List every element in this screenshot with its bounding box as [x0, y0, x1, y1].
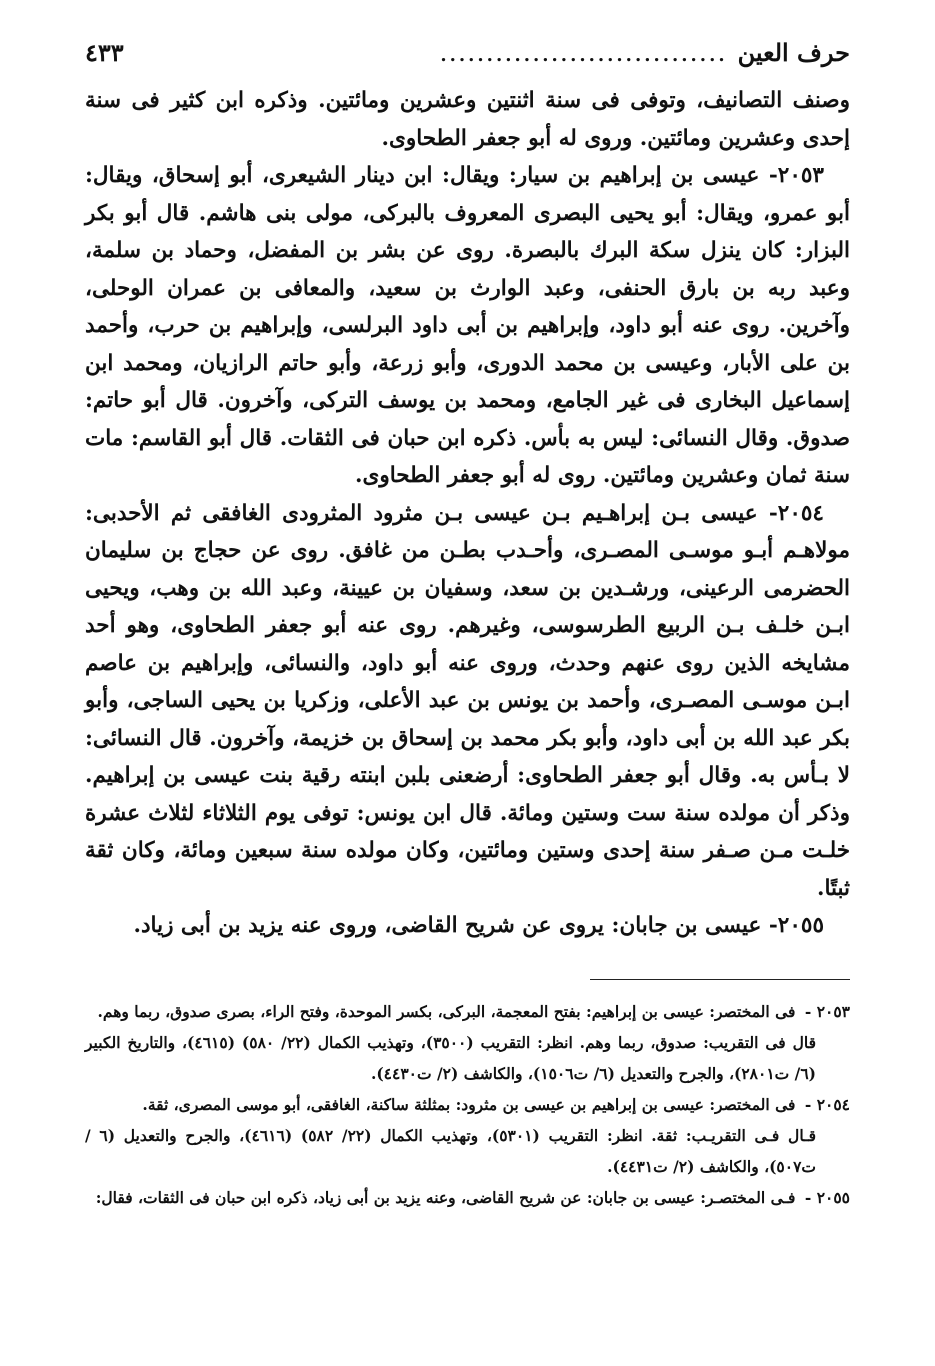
- entry-number: ٢٠٥٤-: [768, 500, 824, 526]
- entry-text: عيسى بن جابان: يروى عن شريح القاضى، وروى عنه يزيد بن أبى زياد.: [133, 913, 762, 938]
- page-number: ٤٣٣: [85, 38, 124, 67]
- entry-number: ٢٠٥٥-: [768, 913, 824, 938]
- entry-2054: [85, 495, 850, 908]
- entry-2053: [85, 157, 850, 495]
- footnote-2053: [85, 996, 850, 1027]
- footnote-number: ٢٠٥٣ -: [804, 1001, 850, 1021]
- book-page: [85, 38, 850, 1338]
- entry-text: عيسى بـن إبراهـيم بـن عيسى بـن مثرود المثرودى الغافقى ثم الأحدبى: مولاهـم أبـو موسـى المصـرى، وأحـدب بطـن من غافق. روى عن حجاج بن سليمان الحضرمى الرعينى، ورشـدين بن سعد، وسفيان بن عيينة، وعبد الله بن وهب، ويحيى ابـن خلـف بـن الربيع الطرسوسى، وغيرهم. روى عنه أبو جعفر الطحاوى، وهو أحد مشايخه الذين روى عنهم وحدث، وروى عنه أبو داود، والنسائى، وإبراهيم بن عاصم ابـن موسـى المصـرى، وأحمد بن يونس بن عبد الأعلى، وزكريا بن يحيى الساجى، وأبو بكر عبد الله بن أبى داود، وأبو بكر محمد بن إسحاق بن خزيمة، وآخرون. قال النسائى: لا بـأس به. وقال أبو جعفر الطحاوى: أرضعنى بلبن ابنته رقية بنت عيسى بن إبراهيم. وذكر أن مولده سنة ست وستين ومائة. قال ابن يونس: توفى يوم الثلاثاء لثلاث عشرة خلـت مـن صـفر سنة إحدى وستين ومائتين، وكان مولده سنة سبعين ومائة، وكان ثقة ثبتًا.: [85, 500, 850, 901]
- chapter-title: حرف العين: [737, 38, 850, 67]
- footnote-text: فى المختصر: عيسى بن إبراهيم بن عيسى بن مثرود: بمثلثة ساكنة، الغافقى، أبو موسى المصرى، ثقة.: [142, 1094, 796, 1114]
- footnote-text: فـى المختصـر: عيسى بن جابان: عن شريح القاضى، وعنه يزيد بن أبى زياد، ذكره ابن حبان فى الثقات، فقال:: [95, 1187, 796, 1207]
- entry-2055: [85, 907, 850, 945]
- footnote-number: ٢٠٥٤ -: [804, 1094, 850, 1114]
- footnote-continuation: قـال فـى التقريـب: ثقة. انظر: التقريب (٥٣٠١)، وتهذيب الكمال (٢٢/ ٥٨٢) (٤٦١٦)، والجرح والتعديل (٦ / ت٥٠٧)، والكاشف (٢/ ت٤٤٣١).: [85, 1125, 816, 1176]
- footnote-2054: [85, 1089, 850, 1120]
- footnotes: [85, 996, 850, 1213]
- entry-text: عيسى بن إبراهيم بن سيار: ويقال: ابن دينار الشيعرى، أبو إسحاق، ويقال: أبو عمرو، ويقال: أبو يحيى البصرى المعروف بالبركى، مولى بنى هاشم. قال أبو بكر البزار: كان ينزل سكة البرك بالبصرة. روى عن بشر بن المفضل، وحماد بن سلمة، وعبد ربه بن بارق الحنفى، وعبد الوارث بن سعيد، والمعافى بن عمران الوحلى، وآخرين. روى عنه أبو داود، وإبراهيم بن أبى داود البرلسى، وإبراهيم بن حرب، وأحمد بن على الأبار، وعيسى بن محمد الدورى، وأبو زرعة، وأبو حاتم الرازيان، ومحمد ابن إسماعيل البخارى فى غير الجامع، ومحمد بن يوسف التركى، وآخرون. قال أبو حاتم: صدوق. وقال النسائى: ليس به بأس. ذكره ابن حبان فى الثقات. قال أبو القاسم: مات سنة ثمان وعشرين ومائتين. روى له أبو جعفر الطحاوى.: [85, 163, 850, 488]
- continuation-paragraph: وصنف التصانيف، وتوفى فى سنة اثنتين وعشرين ومائتين. وذكره ابن كثير فى سنة إحدى وعشرين ومائتين. وروى له أبو جعفر الطحاوى.: [85, 88, 850, 151]
- footnote-text: فى المختصر: عيسى بن إبراهيم: بفتح المعجمة، البركى، بكسر الموحدة، وفتح الراء، بصرى صدوق، ربما وهم.: [97, 1001, 796, 1021]
- header-dot-leader: ...............................: [440, 45, 728, 66]
- footnote-number: ٢٠٥٥ -: [804, 1187, 850, 1207]
- footnote-separator: [590, 979, 850, 980]
- footnote-2055: [85, 1182, 850, 1213]
- entry-number: ٢٠٥٣-: [768, 163, 824, 188]
- main-text: [85, 82, 850, 945]
- running-header: [85, 38, 850, 82]
- footnote-continuation: قال فى التقريب: صدوق، ربما وهم. انظر: التقريب (٣٥٠٠)، وتهذيب الكمال (٢٢/ ٥٨٠) (٤٦١٥)، والتاريخ الكبير (٦/ ت٢٨٠١)، والجرح والتعديل (٦/ ت١٥٠٦)، والكاشف (٢/ ت٤٤٣٠).: [85, 1032, 816, 1083]
